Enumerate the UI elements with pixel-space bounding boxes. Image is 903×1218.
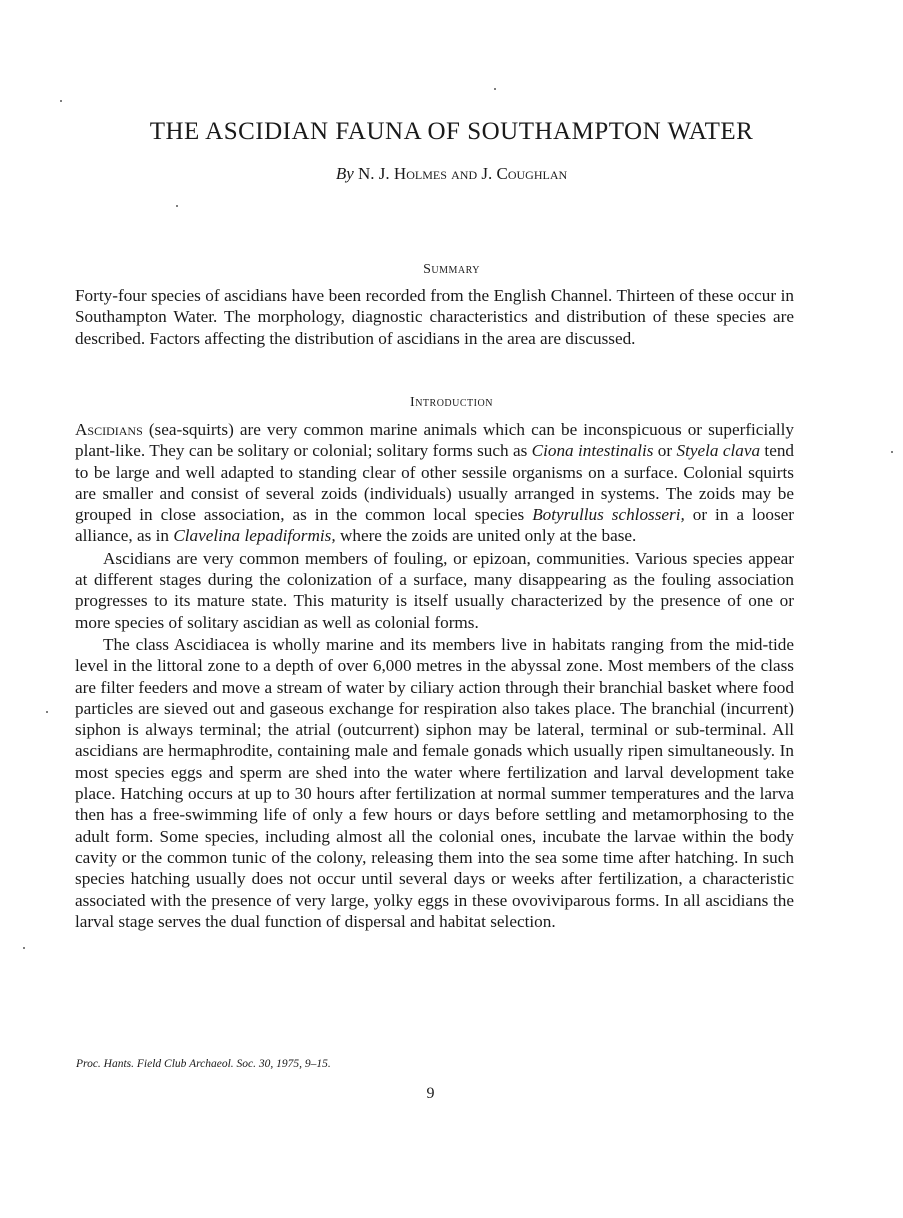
scan-speck — [46, 711, 48, 713]
species-name: Styela clava — [676, 441, 761, 461]
intro-text-1: (sea-squirts) are very common marine animals which can be inconspicuous or superficially plant-like. They can be solitary or colonial; solitary forms such as — [75, 420, 794, 461]
author-names: N. J. Holmes and J. Coughlan — [358, 164, 568, 183]
scan-speck — [23, 947, 25, 949]
intro-text-2: or — [653, 441, 677, 461]
page-number: 9 — [426, 1085, 435, 1102]
intro-paragraph-3: The class Ascidiacea is wholly marine and its members live in habitats ranging from the mid-tide level in the littoral zone to a depth of over 6,000 metres in the abyssal zone. Most members of the class are filter feeders and move a stream of water by ciliary action through their branchial basket where food particles are sieved out and gaseous exchange for respiration also takes place. The branchial (incurrent) siphon is always terminal; the atrial (outcurrent) siphon may be lateral, terminal or sub-terminal. All ascidians are hermaphrodite, containing male and female gonads which usually ripen simultaneously. In most species eggs and sperm are shed into the water where fertilization and larval development take place. Hatching occurs at up to 30 hours after fertilization at normal summer temperatures and the larva then has a free-swimming life of only a few hours or days before settling and metamorphosing to the adult form. Some species, including almost all the colonial ones, incubate the larvae within the body cavity or the common tunic of the colony, releasing them into the sea some time after hatching. In such species hatching usually does not occur until several days or weeks after fertilization, a characteristic associated with the presence of very large, yolky eggs in these ovoviviparous forms. In all ascidians the larval stage serves the dual function of dispersal and habitat selection. — [75, 634, 794, 931]
scan-speck — [60, 100, 62, 102]
summary-section — [75, 285, 794, 349]
paper-title: THE ASCIDIAN FAUNA OF SOUTHAMPTON WATER — [149, 118, 754, 145]
by-label: By — [335, 164, 354, 183]
scan-speck — [891, 451, 893, 453]
intro-paragraph-1 — [75, 419, 794, 547]
introduction-section — [75, 419, 794, 932]
intro-text-4: or in a looser alliance, as in — [75, 505, 794, 546]
introduction-heading: Introduction — [410, 395, 493, 410]
species-name: Botyrullus schlosseri, — [532, 505, 685, 525]
summary-heading: Summary — [423, 262, 480, 277]
intro-paragraph-2: Ascidians are very common members of fouling, or epizoan, communities. Various species appear at different stages during the colonization of a surface, many disappearing as the fouling association progresses to its mature state. This maturity is itself usually characterized by the presence of one or more species of solitary ascidian as well as colonial forms. — [75, 548, 794, 632]
intro-text-3: tend to be large and well adapted to standing clear of other sessile organisms on a surface. Colonial squirts are smaller and consist of several zoids (individuals) usually arranged in systems. The zoids may be grouped in close association, as in the common local species — [75, 441, 795, 525]
author-line — [0, 164, 903, 184]
species-name: Clavelina lepadiformis, — [173, 526, 336, 546]
lead-word: Ascidians — [75, 420, 143, 439]
scan-speck — [176, 205, 178, 207]
species-name: Ciona intestinalis — [531, 441, 654, 461]
intro-text-5: where the zoids are united only at the base. — [335, 526, 637, 546]
citation-footer: Proc. Hants. Field Club Archaeol. Soc. 30, 1975, 9–15. — [76, 1058, 331, 1070]
scan-speck — [494, 88, 496, 90]
summary-text: Forty-four species of ascidians have been recorded from the English Channel. Thirteen of these occur in Southampton Water. The morphology, diagnostic characteristics and distribution of these species are described. Factors affecting the distribution of ascidians in the area are discussed. — [75, 286, 794, 348]
